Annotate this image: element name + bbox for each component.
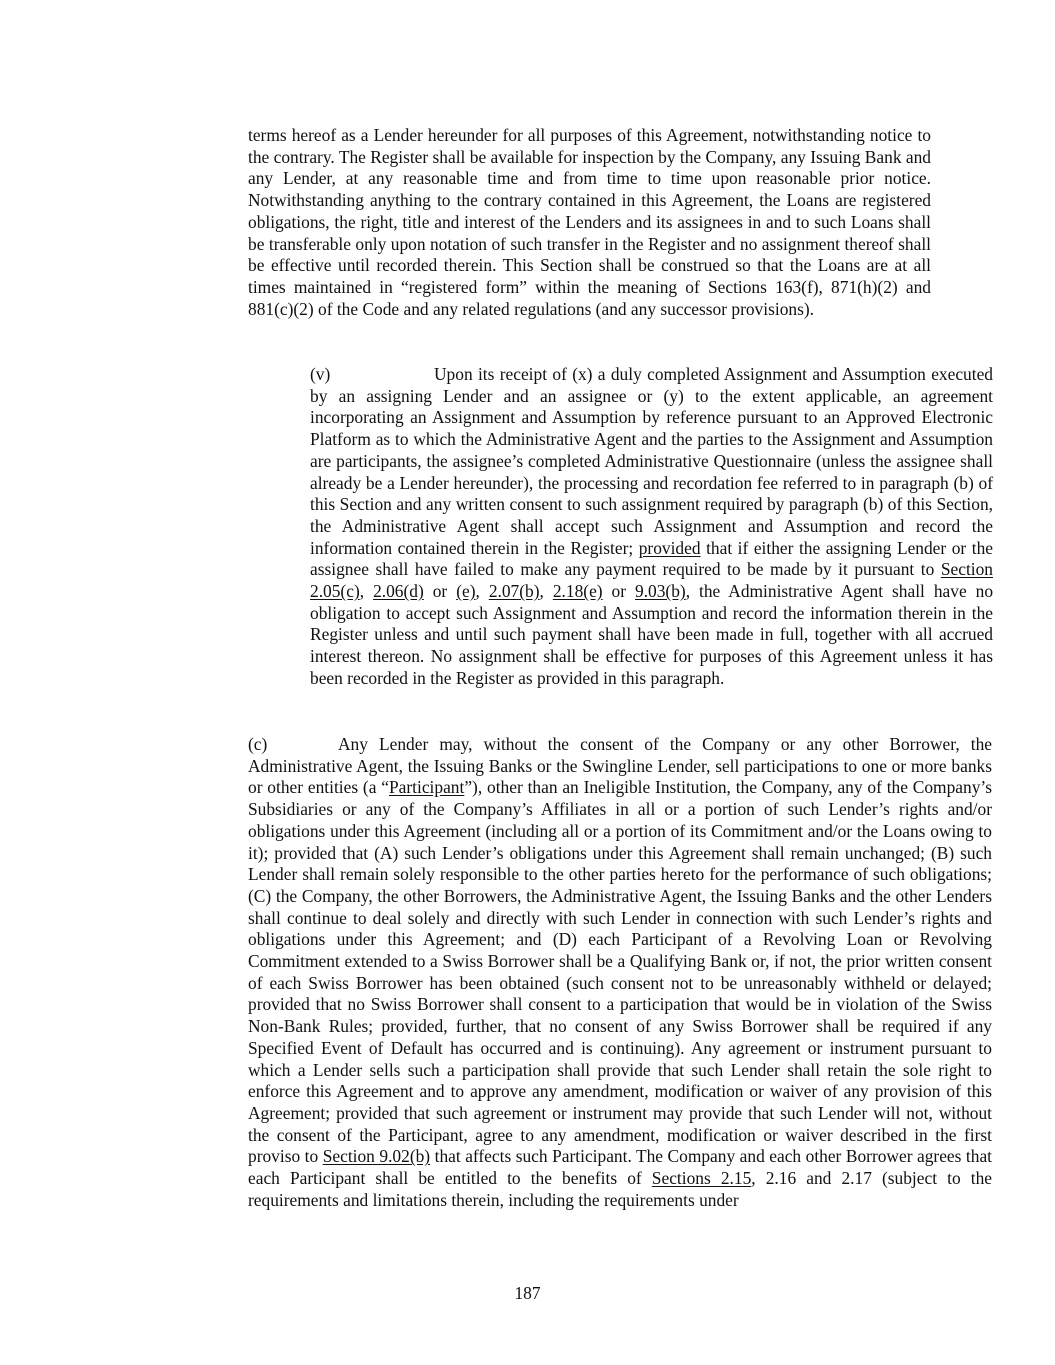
paragraph-text: Upon its receipt of (x) a duly completed Assignment and Assumption executed by an assigning Lender and an assignee or (y) to the extent applicable, an agreement incorporating an Assignment and Assumption by reference pursuant to an Approved Electronic Platform as to which the Administrative Agent and the parties to the Assignment and Assumption are participants, the assignee’s completed Administrative Questionnaire (unless the assignee shall already be a Lender hereunder), the processing and recordation fee referred to in paragraph (b) of this Section and any written consent to such assignment required by paragraph (b) of this Section, the Administrative Agent shall accept such Assignment and Assumption and record the information contained therein in the Register; bbox=[310, 364, 993, 558]
section-reference: 2.07(b) bbox=[488, 581, 540, 602]
section-reference: 9.03(b) bbox=[635, 581, 686, 602]
separator: or bbox=[602, 581, 635, 602]
paragraph-iv-continuation bbox=[248, 125, 931, 320]
separator: or bbox=[423, 581, 457, 602]
paragraph-c bbox=[187, 734, 992, 1211]
paragraph-text: Any Lender may, without the consent of the Company or any other Borrower, the Administrative Agent, the Issuing Banks or the Swingline Lender, sell participations to one or more banks or other entities (a “ bbox=[248, 734, 992, 798]
section-reference: 2.18(e) bbox=[552, 581, 603, 602]
paragraph-marker: (v) bbox=[310, 364, 331, 384]
paragraph-text: terms hereof as a Lender hereunder for all purposes of this Agreement, notwithstanding notice to the contrary. The Register shall be available for inspection by the Company, any Issuing Bank and any Lender, at any reasonable time and from time to time upon reasonable prior notice. Notwithstanding anything to the contrary contained in this Agreement, the Loans are registered obligations, the right, title and interest of the Lenders and its assignees in and to such Loans shall be transferable only upon notation of such transfer in the Register and no assignment thereof shall be effective until recorded therein. This Section shall be construed so that the Loans are at all times maintained in “registered form” within the meaning of Sections 163(f), 871(h)(2) and 881(c)(2) of the Code and any related regulations (and any successor provisions). bbox=[248, 125, 931, 319]
paragraph-v bbox=[248, 364, 993, 690]
defined-term-participant: Participant bbox=[388, 777, 465, 798]
section-reference: (e) bbox=[456, 581, 476, 602]
separator: , bbox=[539, 581, 553, 602]
section-reference: Sections 2.15 bbox=[651, 1168, 752, 1189]
paragraph-marker: (c) bbox=[248, 734, 268, 754]
paragraph-text: that affects such Participant. The Company and each other Borrower agrees that each Participant shall be entitled to the benefits of bbox=[248, 1146, 992, 1189]
paragraph-text: , the Administrative Agent shall have no obligation to accept such Assignment and Assumption and record the information therein in the Register unless and until such payment shall have been made in full, together with all accrued interest thereon. No assignment shall be effective for purposes of this Agreement unless it has been recorded in the Register as provided in this paragraph. bbox=[310, 581, 994, 688]
paragraph-text: that if either the assigning Lender or the assignee shall have failed to make any payment required to be made by it pursuant to bbox=[310, 537, 993, 580]
defined-term-provided: provided bbox=[638, 537, 701, 558]
separator: , bbox=[359, 581, 374, 602]
paragraph-text: , 2.16 and 2.17 (subject to the requirements and limitations therein, including the requirements under bbox=[248, 1168, 992, 1210]
section-reference: Section 9.02(b) bbox=[322, 1146, 431, 1167]
section-reference: Section 2.05(c) bbox=[310, 559, 993, 602]
page-number: 187 bbox=[514, 1283, 541, 1303]
separator: , bbox=[475, 581, 489, 602]
paragraph-text: ”), other than an Ineligible Institution, the Company, any of the Company’s Subsidiaries or any of the Company’s Affiliates in all or a portion of such Lender’s rights and/or obligations under this Agreement (including all or a portion of its Commitment and/or the Loans owing to it); provided that (A) such Lender’s obligations under this Agreement shall remain unchanged; (B) such Lender shall remain solely responsible to the other parties hereto for the performance of such obligations; (C) the Company, the other Borrowers, the Administrative Agent, the Issuing Banks and the other Lenders shall continue to deal solely and directly with such Lender in connection with such Lender’s rights and obligations under this Agreement; and (D) each Participant of a Revolving Loan or Revolving Commitment extended to a Swiss Borrower shall be a Qualifying Bank or, if not, the prior written consent of each Swiss Borrower has been obtained (such consent not to be unreasonably withheld or delayed; provided that no Swiss Borrower shall consent to a participation that would be in violation of the Swiss Non-Bank Rules; provided, further, that no consent of any Swiss Borrower shall be required if any Specified Event of Default has occurred and is continuing). Any agreement or instrument pursuant to which a Lender sells such a participation shall provide that such Lender shall retain the sole right to enforce this Agreement and to approve any amendment, modification or waiver of any provision of this Agreement; provided that such agreement or instrument may provide that such Lender will not, without the consent of the Participant, agree to any amendment, modification or waiver described in the first proviso to bbox=[248, 777, 992, 1167]
section-reference: 2.06(d) bbox=[373, 581, 424, 602]
